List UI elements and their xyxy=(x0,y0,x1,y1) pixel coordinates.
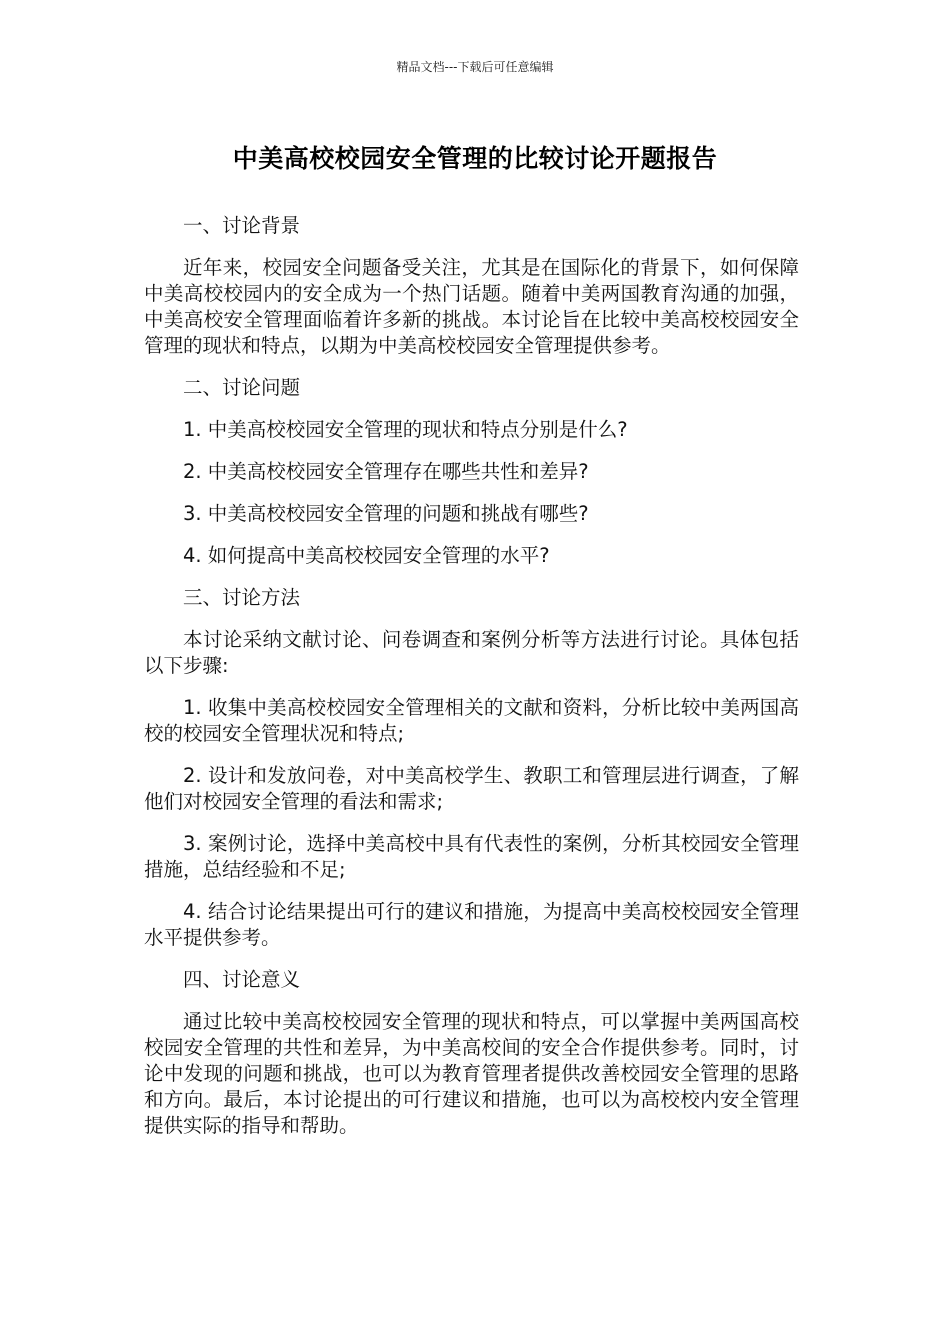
question-item-4: 4. 如何提高中美高校校园安全管理的水平? xyxy=(183,544,550,567)
question-item-3: 3. 中美高校校园安全管理的问题和挑战有哪些? xyxy=(183,502,589,525)
background-paragraph: 近年来，校园安全问题备受关注，尤其是在国际化的背景下，如何保障中美高校校园内的安全成为一个热门话题。随着中美两国教育沟通的加强，中美高校安全管理面临着许多新的挑战。本讨论旨在比较中美高校校园安全管理的现状和特点，以期为中美高校校园安全管理提供参考。 xyxy=(144,256,799,357)
section-heading-background: 一、讨论背景 xyxy=(183,214,301,237)
method-step-1: 1. 收集中美高校校园安全管理相关的文献和资料，分析比较中美两国高校的校园安全管理状况和特点; xyxy=(144,696,799,745)
method-step-4: 4. 结合讨论结果提出可行的建议和措施，为提高中美高校校园安全管理水平提供参考。 xyxy=(144,900,799,949)
methods-intro-paragraph: 本讨论采纳文献讨论、问卷调查和案例分析等方法进行讨论。具体包括以下步骤: xyxy=(144,628,799,677)
document-title: 中美高校校园安全管理的比较讨论开题报告 xyxy=(232,144,718,173)
question-item-1: 1. 中美高校校园安全管理的现状和特点分别是什么? xyxy=(183,418,628,441)
section-heading-significance: 四、讨论意义 xyxy=(183,968,301,991)
question-item-2: 2. 中美高校校园安全管理存在哪些共性和差异? xyxy=(183,460,589,483)
significance-paragraph: 通过比较中美高校校园安全管理的现状和特点，可以掌握中美两国高校校园安全管理的共性和差异，为中美高校间的安全合作提供参考。同时，讨论中发现的问题和挑战，也可以为教育管理者提供改善校园安全管理的思路和方向。最后，本讨论提出的可行建议和措施，也可以为高校校内安全管理提供实际的指导和帮助。 xyxy=(144,1010,799,1137)
section-heading-questions: 二、讨论问题 xyxy=(183,376,301,399)
method-step-2: 2. 设计和发放问卷，对中美高校学生、教职工和管理层进行调查，了解他们对校园安全管理的看法和需求; xyxy=(144,764,799,813)
page-header: 精品文档---下载后可任意编辑 xyxy=(396,60,554,74)
method-step-3: 3. 案例讨论，选择中美高校中具有代表性的案例，分析其校园安全管理措施，总结经验和不足; xyxy=(144,832,799,881)
section-heading-methods: 三、讨论方法 xyxy=(183,586,301,609)
document-body xyxy=(144,213,799,1155)
